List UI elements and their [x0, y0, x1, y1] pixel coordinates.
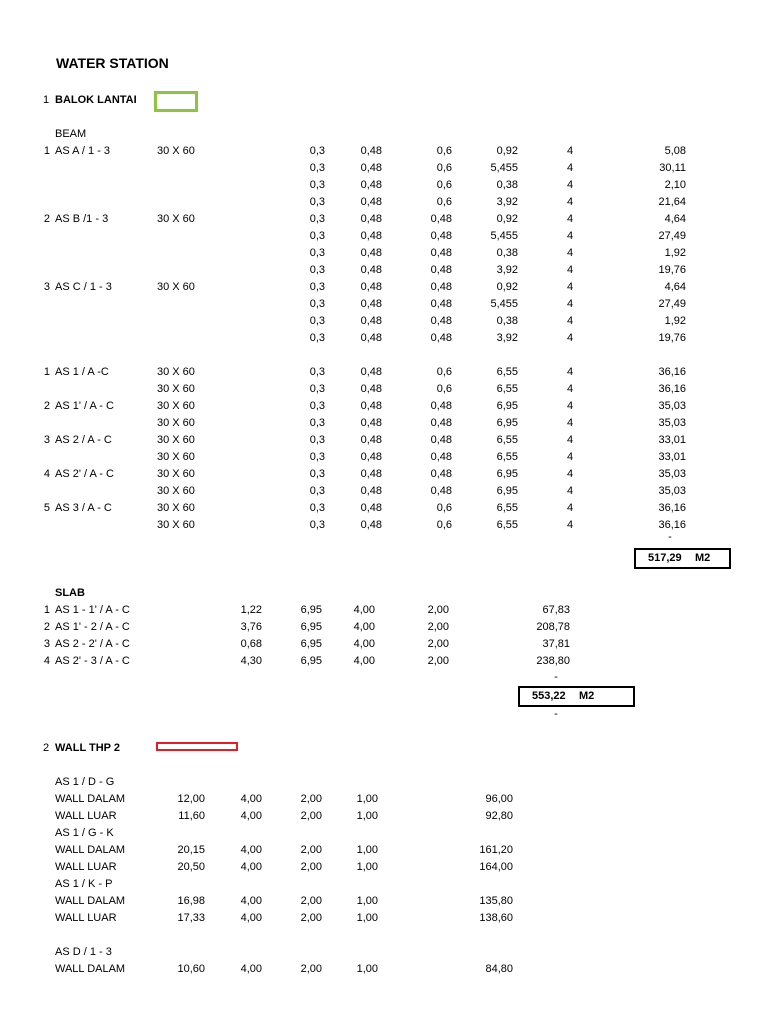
section-label: WALL THP 2	[55, 742, 120, 754]
multiplier-value: 1,00	[356, 912, 378, 924]
row-number: 2	[43, 621, 50, 633]
width-value: 0,3	[309, 417, 325, 429]
row-number: 2	[43, 213, 50, 225]
height-value: 4,00	[240, 963, 262, 975]
factor-value: 0,6	[436, 366, 452, 378]
length-value: 16,98	[177, 895, 205, 907]
beam-total-unit: M2	[695, 552, 711, 564]
factor-value: 0,48	[430, 468, 452, 480]
axis-label: AS C / 1 - 3	[55, 281, 112, 293]
height-value: 0,48	[360, 315, 382, 327]
multiplier-value: 1,00	[356, 844, 378, 856]
height-value: 0,48	[360, 417, 382, 429]
area-value: 5,08	[664, 145, 686, 157]
wall-label: AS 1 / D - G	[55, 776, 115, 788]
count-value: 4	[566, 298, 574, 310]
beam-size: 30 X 60	[157, 366, 195, 378]
length-value: 6,55	[496, 451, 518, 463]
axis-label: AS A / 1 - 3	[55, 145, 111, 157]
area-value: 36,16	[658, 383, 686, 395]
axis-label: AS 2 - 2' / A - C	[55, 638, 130, 650]
area-value: 138,60	[479, 912, 513, 924]
count-value: 4	[566, 366, 574, 378]
area-value: 33,01	[658, 434, 686, 446]
area-value: 36,16	[658, 519, 686, 531]
height-value: 4,00	[353, 655, 375, 667]
area-value: 164,00	[479, 861, 513, 873]
factor-value: 0,48	[430, 315, 452, 327]
length-value: 6,55	[496, 519, 518, 531]
factor-value: 2,00	[427, 621, 449, 633]
area-value: 238,80	[536, 655, 570, 667]
area-value: 4,64	[664, 281, 686, 293]
beam-size: 30 X 60	[157, 434, 195, 446]
factor-value: 0,6	[436, 179, 452, 191]
section-number: 2	[43, 742, 50, 754]
factor-value: 0,6	[436, 162, 452, 174]
length-value: 0,38	[496, 315, 518, 327]
area-value: 21,64	[658, 196, 686, 208]
length-value: 10,60	[177, 963, 205, 975]
slab-heading: SLAB	[55, 587, 85, 599]
wall-label: WALL LUAR	[55, 912, 117, 924]
length-value: 6,55	[496, 366, 518, 378]
area-value: 135,80	[479, 895, 513, 907]
axis-label: AS 1' - 2 / A - C	[55, 621, 130, 633]
axis-label: AS 2' - 3 / A - C	[55, 655, 130, 667]
beam-size: 30 X 60	[157, 468, 195, 480]
length-value: 6,95	[300, 604, 322, 616]
width-value: 0,3	[309, 468, 325, 480]
axis-label: AS 1 / A -C	[55, 366, 109, 378]
length-value: 6,55	[496, 434, 518, 446]
area-value: 35,03	[658, 468, 686, 480]
height-value: 4,00	[240, 895, 262, 907]
area-value: 35,03	[658, 417, 686, 429]
beam-size: 30 X 60	[157, 383, 195, 395]
area-value: 33,01	[658, 451, 686, 463]
beam-dash: -	[668, 531, 672, 543]
length-value: 5,455	[490, 230, 518, 242]
axis-label: AS 2 / A - C	[55, 434, 112, 446]
width-value: 3,76	[240, 621, 262, 633]
factor-value: 0,48	[430, 400, 452, 412]
height-value: 4,00	[353, 638, 375, 650]
area-value: 36,16	[658, 502, 686, 514]
factor-value: 2,00	[300, 810, 322, 822]
factor-value: 2,00	[427, 638, 449, 650]
beam-size: 30 X 60	[157, 451, 195, 463]
count-value: 4	[566, 213, 574, 225]
height-value: 4,00	[240, 912, 262, 924]
length-value: 6,95	[496, 417, 518, 429]
length-value: 0,92	[496, 145, 518, 157]
wall-label: AS 1 / G - K	[55, 827, 114, 839]
count-value: 4	[566, 281, 574, 293]
height-value: 4,00	[353, 621, 375, 633]
factor-value: 2,00	[300, 912, 322, 924]
height-value: 0,48	[360, 196, 382, 208]
row-number: 4	[43, 468, 50, 480]
height-value: 0,48	[360, 400, 382, 412]
slab-dash-top: -	[554, 671, 558, 683]
count-value: 4	[566, 519, 574, 531]
factor-value: 0,48	[430, 451, 452, 463]
height-value: 0,48	[360, 451, 382, 463]
factor-value: 0,48	[430, 332, 452, 344]
length-value: 6,95	[496, 468, 518, 480]
factor-value: 0,6	[436, 196, 452, 208]
width-value: 0,68	[240, 638, 262, 650]
factor-value: 0,48	[430, 247, 452, 259]
section-label: BALOK LANTAI	[55, 94, 137, 106]
count-value: 4	[566, 485, 574, 497]
wall-label: WALL LUAR	[55, 810, 117, 822]
area-value: 19,76	[658, 264, 686, 276]
area-value: 161,20	[479, 844, 513, 856]
height-value: 0,48	[360, 247, 382, 259]
wall-label: WALL DALAM	[55, 963, 126, 975]
factor-value: 0,48	[430, 281, 452, 293]
count-value: 4	[566, 247, 574, 259]
count-value: 4	[566, 502, 574, 514]
width-value: 0,3	[309, 366, 325, 378]
multiplier-value: 1,00	[356, 861, 378, 873]
beam-heading: BEAM	[55, 128, 87, 140]
axis-label: AS 2' / A - C	[55, 468, 114, 480]
beam-size: 30 X 60	[157, 519, 195, 531]
factor-value: 0,48	[430, 264, 452, 276]
factor-value: 2,00	[300, 861, 322, 873]
wall-label: WALL DALAM	[55, 793, 126, 805]
area-value: 1,92	[664, 315, 686, 327]
factor-value: 2,00	[300, 895, 322, 907]
wall-label: AS D / 1 - 3	[55, 946, 112, 958]
green-marker-box	[154, 91, 198, 112]
width-value: 0,3	[309, 502, 325, 514]
height-value: 4,00	[240, 844, 262, 856]
width-value: 0,3	[309, 196, 325, 208]
row-number: 1	[43, 366, 50, 378]
area-value: 35,03	[658, 400, 686, 412]
width-value: 0,3	[309, 451, 325, 463]
multiplier-value: 1,00	[356, 793, 378, 805]
beam-size: 30 X 60	[157, 145, 195, 157]
factor-value: 2,00	[300, 963, 322, 975]
width-value: 0,3	[309, 332, 325, 344]
length-value: 6,55	[496, 502, 518, 514]
height-value: 0,48	[360, 264, 382, 276]
multiplier-value: 1,00	[356, 810, 378, 822]
width-value: 0,3	[309, 281, 325, 293]
count-value: 4	[566, 434, 574, 446]
length-value: 6,95	[496, 400, 518, 412]
height-value: 0,48	[360, 179, 382, 191]
length-value: 3,92	[496, 332, 518, 344]
row-number: 3	[43, 281, 50, 293]
count-value: 4	[566, 145, 574, 157]
factor-value: 0,6	[436, 145, 452, 157]
height-value: 0,48	[360, 162, 382, 174]
factor-value: 0,48	[430, 230, 452, 242]
count-value: 4	[566, 400, 574, 412]
factor-value: 0,48	[430, 485, 452, 497]
height-value: 0,48	[360, 213, 382, 225]
length-value: 17,33	[177, 912, 205, 924]
slab-dash-bottom: -	[554, 708, 558, 720]
width-value: 0,3	[309, 434, 325, 446]
count-value: 4	[566, 264, 574, 276]
length-value: 20,15	[177, 844, 205, 856]
area-value: 84,80	[485, 963, 513, 975]
beam-total-box	[634, 548, 731, 569]
beam-size: 30 X 60	[157, 213, 195, 225]
length-value: 6,95	[496, 485, 518, 497]
height-value: 0,48	[360, 485, 382, 497]
width-value: 0,3	[309, 264, 325, 276]
count-value: 4	[566, 451, 574, 463]
length-value: 20,50	[177, 861, 205, 873]
slab-total-box	[518, 686, 635, 707]
length-value: 12,00	[177, 793, 205, 805]
slab-total-value: 553,22	[532, 690, 566, 702]
height-value: 4,00	[240, 810, 262, 822]
page-title: WATER STATION	[56, 55, 169, 71]
width-value: 0,3	[309, 145, 325, 157]
area-value: 96,00	[485, 793, 513, 805]
width-value: 1,22	[240, 604, 262, 616]
factor-value: 0,48	[430, 434, 452, 446]
length-value: 3,92	[496, 196, 518, 208]
height-value: 4,00	[240, 793, 262, 805]
area-value: 1,92	[664, 247, 686, 259]
height-value: 0,48	[360, 230, 382, 242]
factor-value: 2,00	[300, 793, 322, 805]
area-value: 37,81	[542, 638, 570, 650]
factor-value: 2,00	[427, 655, 449, 667]
section-number: 1	[43, 94, 50, 106]
height-value: 0,48	[360, 145, 382, 157]
area-value: 36,16	[658, 366, 686, 378]
width-value: 0,3	[309, 315, 325, 327]
beam-size: 30 X 60	[157, 281, 195, 293]
red-marker-box	[156, 742, 238, 751]
factor-value: 0,6	[436, 502, 452, 514]
width-value: 0,3	[309, 400, 325, 412]
height-value: 0,48	[360, 332, 382, 344]
length-value: 0,38	[496, 247, 518, 259]
multiplier-value: 1,00	[356, 895, 378, 907]
length-value: 11,60	[178, 810, 205, 822]
area-value: 35,03	[658, 485, 686, 497]
height-value: 0,48	[360, 468, 382, 480]
width-value: 0,3	[309, 383, 325, 395]
height-value: 0,48	[360, 366, 382, 378]
height-value: 0,48	[360, 298, 382, 310]
count-value: 4	[566, 196, 574, 208]
width-value: 0,3	[309, 519, 325, 531]
area-value: 2,10	[664, 179, 686, 191]
beam-size: 30 X 60	[157, 400, 195, 412]
width-value: 4,30	[240, 655, 262, 667]
height-value: 0,48	[360, 502, 382, 514]
length-value: 6,95	[300, 621, 322, 633]
area-value: 27,49	[658, 298, 686, 310]
factor-value: 2,00	[427, 604, 449, 616]
factor-value: 0,48	[430, 417, 452, 429]
area-value: 30,11	[659, 162, 686, 174]
length-value: 6,95	[300, 638, 322, 650]
count-value: 4	[566, 383, 574, 395]
width-value: 0,3	[309, 162, 325, 174]
length-value: 6,95	[300, 655, 322, 667]
area-value: 92,80	[485, 810, 513, 822]
height-value: 0,48	[360, 281, 382, 293]
count-value: 4	[566, 179, 574, 191]
width-value: 0,3	[309, 247, 325, 259]
length-value: 5,455	[490, 298, 518, 310]
length-value: 3,92	[496, 264, 518, 276]
length-value: 0,92	[496, 213, 518, 225]
area-value: 67,83	[542, 604, 570, 616]
wall-label: WALL DALAM	[55, 844, 126, 856]
area-value: 19,76	[658, 332, 686, 344]
row-number: 5	[43, 502, 50, 514]
count-value: 4	[566, 315, 574, 327]
count-value: 4	[566, 468, 574, 480]
row-number: 1	[43, 145, 50, 157]
multiplier-value: 1,00	[356, 963, 378, 975]
width-value: 0,3	[309, 230, 325, 242]
beam-size: 30 X 60	[157, 485, 195, 497]
wall-label: WALL DALAM	[55, 895, 126, 907]
axis-label: AS 3 / A - C	[55, 502, 112, 514]
area-value: 208,78	[536, 621, 570, 633]
count-value: 4	[566, 417, 574, 429]
length-value: 6,55	[496, 383, 518, 395]
row-number: 4	[43, 655, 50, 667]
row-number: 1	[43, 604, 50, 616]
area-value: 27,49	[658, 230, 686, 242]
height-value: 0,48	[360, 383, 382, 395]
beam-size: 30 X 60	[157, 502, 195, 514]
axis-label: AS 1' / A - C	[55, 400, 114, 412]
height-value: 0,48	[360, 434, 382, 446]
width-value: 0,3	[309, 485, 325, 497]
row-number: 3	[43, 434, 50, 446]
width-value: 0,3	[309, 298, 325, 310]
axis-label: AS 1 - 1' / A - C	[55, 604, 130, 616]
count-value: 4	[566, 230, 574, 242]
factor-value: 0,6	[436, 383, 452, 395]
slab-total-unit: M2	[579, 690, 595, 702]
area-value: 4,64	[664, 213, 686, 225]
factor-value: 0,48	[430, 213, 452, 225]
beam-total-value: 517,29	[648, 552, 682, 564]
row-number: 2	[43, 400, 50, 412]
axis-label: AS B /1 - 3	[55, 213, 109, 225]
width-value: 0,3	[309, 213, 325, 225]
wall-label: AS 1 / K - P	[55, 878, 113, 890]
length-value: 0,38	[496, 179, 518, 191]
factor-value: 2,00	[300, 844, 322, 856]
height-value: 4,00	[353, 604, 375, 616]
wall-label: WALL LUAR	[55, 861, 117, 873]
factor-value: 0,6	[436, 519, 452, 531]
length-value: 5,455	[490, 162, 518, 174]
width-value: 0,3	[309, 179, 325, 191]
beam-size: 30 X 60	[157, 417, 195, 429]
count-value: 4	[566, 162, 574, 174]
count-value: 4	[566, 332, 574, 344]
height-value: 0,48	[360, 519, 382, 531]
length-value: 0,92	[496, 281, 518, 293]
row-number: 3	[43, 638, 50, 650]
factor-value: 0,48	[430, 298, 452, 310]
height-value: 4,00	[240, 861, 262, 873]
